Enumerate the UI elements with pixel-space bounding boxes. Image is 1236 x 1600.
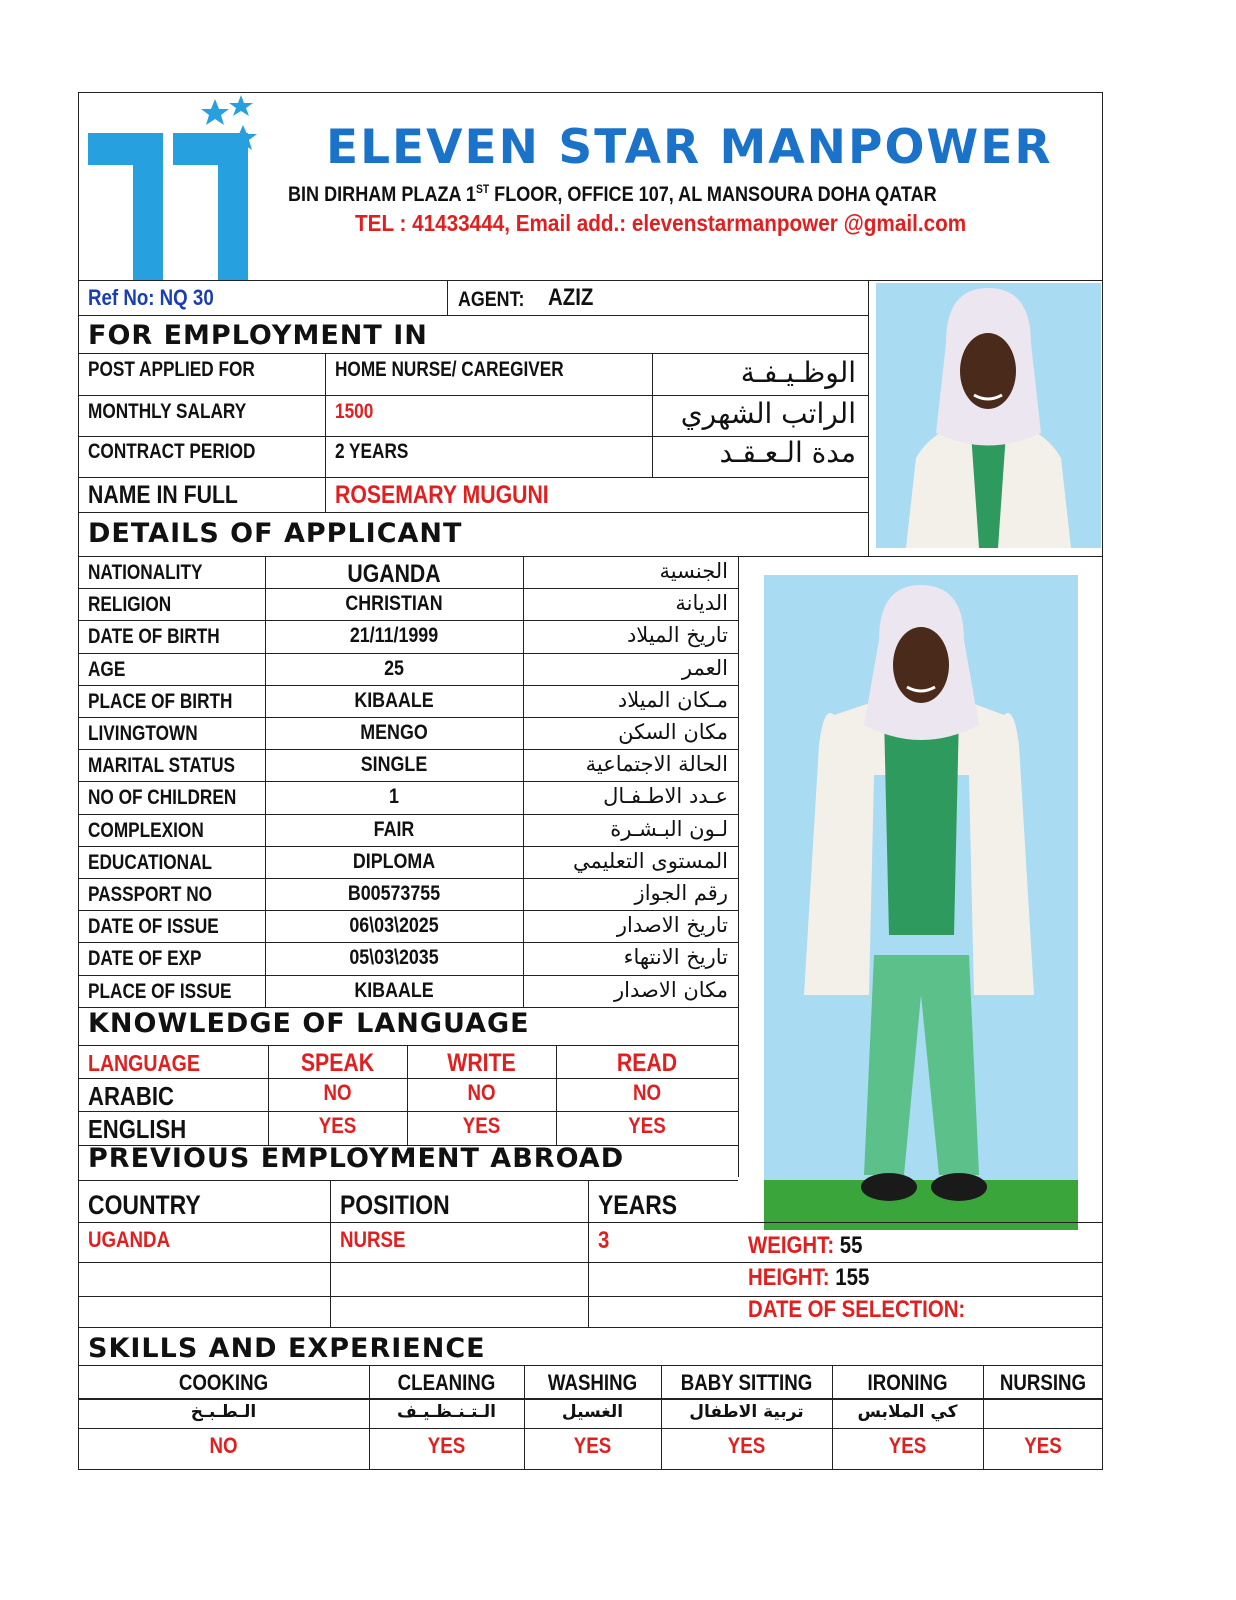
contract-label: CONTRACT PERIOD (88, 440, 256, 463)
detail-label: EDUCATIONAL (88, 850, 213, 874)
skill-name: NURSING (999, 1370, 1087, 1395)
agent-name: AZIZ (548, 284, 594, 311)
skills-section-title: SKILLS AND EXPERIENCE (88, 1333, 486, 1364)
previous-section-title: PREVIOUS EMPLOYMENT ABROAD (88, 1143, 625, 1174)
detail-label-ar: تاريخ الميلاد (626, 623, 728, 648)
detail-value: 06\03\2025 (349, 914, 439, 938)
post-label-ar: الوظـيـفـة (740, 356, 856, 389)
company-logo (88, 95, 268, 280)
detail-label: COMPLEXION (88, 818, 204, 842)
skill-name: CLEANING (397, 1370, 496, 1395)
skill-value: YES (1024, 1433, 1062, 1458)
detail-label: DATE OF BIRTH (88, 625, 220, 649)
language-name: ARABIC (88, 1081, 174, 1111)
detail-label-ar: مكان الاصدار (614, 977, 728, 1002)
skill-name-ar: الغسيل (561, 1402, 624, 1422)
skill-name-ar: الـتـنـظـيـف (397, 1402, 496, 1422)
detail-label: NO OF CHILDREN (88, 786, 237, 810)
detail-label: LIVINGTOWN (88, 722, 198, 745)
detail-value: 1 (389, 785, 399, 809)
detail-value: CHRISTIAN (345, 592, 443, 616)
name-label: NAME IN FULL (88, 481, 238, 509)
post-label: POST APPLIED FOR (88, 358, 255, 381)
detail-value: KIBAALE (354, 978, 434, 1002)
detail-label-ar: الجنسية (659, 559, 728, 583)
language-header-read: READ (616, 1049, 678, 1077)
detail-value: MENGO (360, 721, 428, 744)
address-rest: FLOOR, OFFICE 107, AL MANSOURA DOHA QATAR (489, 183, 937, 206)
previous-header-position: POSITION (340, 1190, 450, 1220)
skill-name-ar: كي الملابس (857, 1402, 958, 1422)
detail-label-ar: تاريخ الاصدار (616, 913, 728, 938)
detail-label: AGE (88, 657, 126, 681)
detail-label: MARITAL STATUS (88, 754, 235, 778)
detail-label: DATE OF EXP (88, 947, 202, 971)
detail-label-ar: مكان السكن (618, 720, 728, 744)
address-main: BIN DIRHAM PLAZA 1 (288, 183, 476, 206)
detail-value: SINGLE (360, 753, 428, 777)
language-speak-value: YES (318, 1113, 357, 1138)
language-header-write: WRITE (447, 1049, 516, 1077)
height-value: 155 (835, 1264, 870, 1291)
detail-label-ar: رقم الجواز (634, 881, 728, 905)
skill-value: YES (427, 1433, 466, 1458)
skill-name-ar: الـطـبـخ (190, 1402, 257, 1422)
salary-label: MONTHLY SALARY (88, 400, 247, 423)
contract-value: 2 YEARS (335, 440, 409, 463)
detail-label-ar: الحالة الاجتماعية (585, 752, 728, 777)
detail-value: 25 (384, 656, 404, 680)
language-section-title: KNOWLEDGE OF LANGUAGE (88, 1008, 530, 1039)
detail-label-ar: العمر (681, 655, 728, 680)
weight-label: WEIGHT: (748, 1232, 835, 1259)
detail-label: PLACE OF BIRTH (88, 689, 233, 713)
skill-value: YES (573, 1433, 612, 1458)
address-sup: ST (475, 182, 490, 196)
detail-label: PLACE OF ISSUE (88, 979, 232, 1003)
post-value: HOME NURSE/ CAREGIVER (335, 358, 564, 381)
detail-label-ar: عـدد الاطـفـال (603, 784, 728, 809)
detail-label: RELIGION (88, 593, 172, 617)
selection-date-label: DATE OF SELECTION: (748, 1296, 966, 1323)
weight-value: 55 (839, 1232, 863, 1259)
details-section-title: DETAILS OF APPLICANT (88, 518, 463, 549)
skill-name: WASHING (547, 1370, 638, 1395)
language-write-value: NO (467, 1080, 496, 1105)
skill-name: IRONING (867, 1370, 948, 1395)
detail-label-ar: المستوى التعليمي (572, 848, 728, 873)
previous-country: UGANDA (88, 1227, 171, 1252)
skill-value: YES (727, 1433, 766, 1458)
skill-name: BABY SITTING (680, 1370, 813, 1395)
detail-label-ar: مـكان الميلاد (617, 687, 728, 712)
skill-name-ar: تربية الاطفال (689, 1402, 804, 1422)
detail-value: FAIR (373, 817, 415, 841)
language-write-value: YES (462, 1113, 501, 1138)
employment-section-title: FOR EMPLOYMENT IN (88, 320, 428, 351)
previous-header-years: YEARS (598, 1190, 678, 1220)
language-header-speak: SPEAK (300, 1049, 375, 1077)
detail-label-ar: لـون البـشـرة (610, 816, 728, 841)
applicant-full-body-photo (764, 575, 1078, 1230)
language-read-value: YES (628, 1113, 666, 1138)
skill-value: YES (888, 1433, 927, 1458)
company-name: ELEVEN STAR MANPOWER (326, 120, 1053, 175)
skill-name: COOKING (178, 1370, 269, 1395)
salary-label-ar: الراتب الشهري (680, 397, 856, 430)
skill-value: NO (209, 1433, 238, 1458)
detail-value: B00573755 (347, 882, 441, 905)
detail-label: NATIONALITY (88, 561, 203, 584)
detail-value: 21/11/1999 (349, 624, 439, 648)
detail-value: KIBAALE (354, 688, 434, 712)
language-read-value: NO (632, 1080, 662, 1105)
detail-label: DATE OF ISSUE (88, 915, 219, 939)
previous-position: NURSE (340, 1227, 406, 1252)
detail-value: 05\03\2035 (349, 946, 439, 970)
language-speak-value: NO (323, 1080, 352, 1105)
height-row (748, 1264, 869, 1292)
height-label: HEIGHT: (748, 1264, 830, 1291)
detail-value: DIPLOMA (352, 849, 436, 873)
detail-value: UGANDA (347, 560, 441, 588)
previous-header-country: COUNTRY (88, 1190, 201, 1220)
detail-label-ar: تاريخ الانتهاء (623, 945, 728, 970)
detail-label-ar: الديانة (675, 591, 728, 616)
language-header-language: LANGUAGE (88, 1050, 200, 1076)
contract-label-ar: مدة الـعـقـد (719, 436, 856, 469)
weight-row (748, 1232, 862, 1260)
name-value: ROSEMARY MUGUNI (335, 481, 549, 509)
detail-label: PASSPORT NO (88, 883, 213, 906)
language-name: ENGLISH (88, 1114, 187, 1144)
company-contact: TEL : 41433444, Email add.: elevenstarmanpower @gmail.com (355, 210, 967, 236)
applicant-portrait-photo (876, 283, 1101, 548)
previous-years: 3 (598, 1227, 610, 1254)
company-address (288, 182, 937, 207)
ref-number: Ref No: NQ 30 (88, 285, 214, 310)
agent-label: AGENT: (458, 288, 525, 311)
salary-value: 1500 (335, 400, 374, 423)
